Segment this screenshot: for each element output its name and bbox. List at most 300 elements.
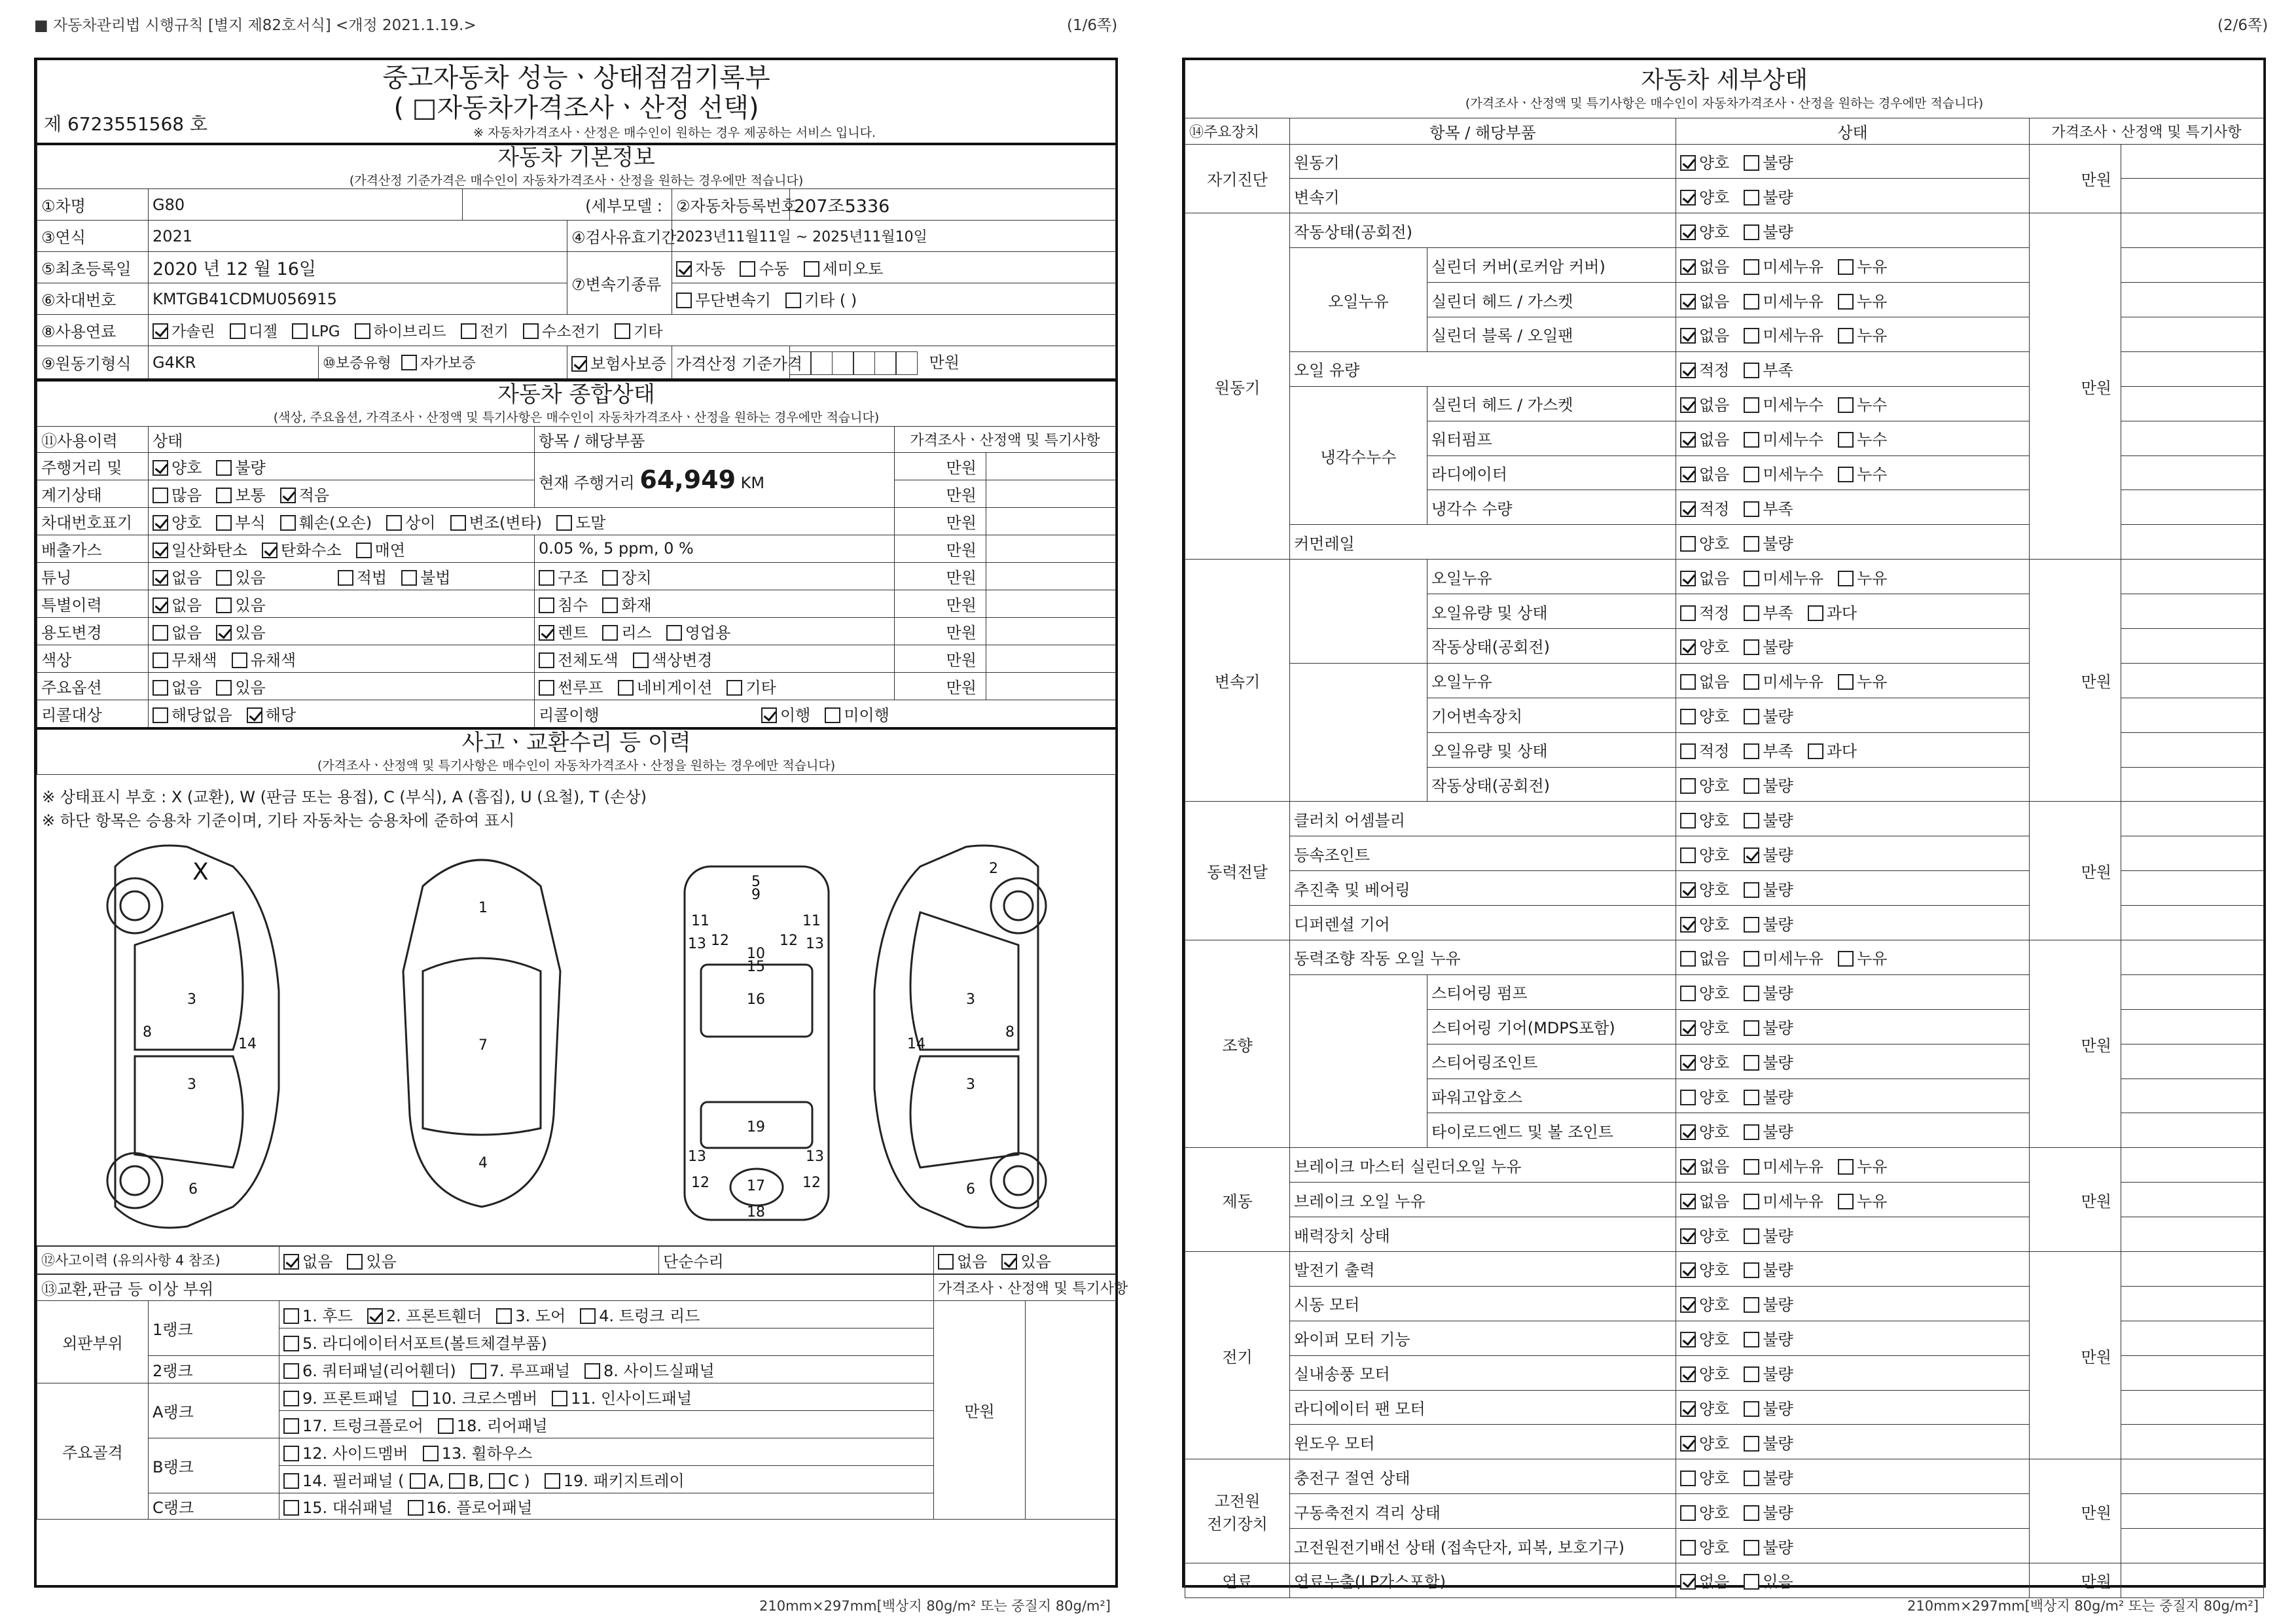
checkbox[interactable] xyxy=(1808,605,1823,621)
price-note-cell[interactable] xyxy=(2121,144,2264,179)
option-label: 미세누유 xyxy=(1763,950,1824,969)
checkbox[interactable] xyxy=(1680,571,1696,586)
checkbox[interactable] xyxy=(726,680,742,696)
checkbox-normal[interactable] xyxy=(216,488,232,503)
checkbox[interactable] xyxy=(1680,328,1696,344)
option-label: 양호 xyxy=(1699,1538,1730,1557)
opt-text: 없음 xyxy=(171,568,202,587)
checkbox[interactable] xyxy=(1680,432,1696,448)
checkbox[interactable] xyxy=(1744,778,1759,794)
label-exterior: 외판부위 xyxy=(37,1300,149,1383)
checkbox[interactable] xyxy=(1680,1540,1696,1556)
opt-text: 1. 후드 xyxy=(302,1306,353,1325)
checkbox[interactable] xyxy=(1744,432,1759,448)
option-label: 미세누수 xyxy=(1763,396,1824,415)
checkbox[interactable] xyxy=(1744,190,1759,205)
part-no: 14 xyxy=(238,1035,257,1052)
checkbox[interactable] xyxy=(1680,1297,1696,1313)
checkbox-fuel-gasoline[interactable] xyxy=(152,323,168,339)
checkbox[interactable] xyxy=(1680,1574,1696,1590)
checkbox[interactable] xyxy=(1744,1297,1759,1313)
car-frame-view xyxy=(685,866,829,1221)
checkbox[interactable] xyxy=(1744,1471,1759,1486)
price-note-cell[interactable] xyxy=(2121,1390,2264,1425)
group-label xyxy=(1290,663,1427,802)
checkbox[interactable] xyxy=(410,1473,425,1489)
price-note-cell[interactable] xyxy=(2121,906,2264,940)
checkbox[interactable] xyxy=(1680,674,1696,690)
checkbox[interactable] xyxy=(152,652,168,668)
price-note-cell[interactable] xyxy=(2121,525,2264,560)
checkbox[interactable] xyxy=(283,1391,299,1406)
price-note-cell[interactable] xyxy=(2121,490,2264,525)
checkbox-co[interactable] xyxy=(152,543,168,558)
price-note-cell[interactable] xyxy=(2121,386,2264,421)
item-label: 오일유량 및 상태 xyxy=(1427,732,1676,767)
option-label: 양호 xyxy=(1699,1400,1730,1418)
price-note-cell[interactable] xyxy=(2121,1355,2264,1390)
checkbox[interactable] xyxy=(283,1418,299,1434)
checkbox[interactable] xyxy=(423,1446,439,1461)
checkbox[interactable] xyxy=(1680,190,1696,205)
col-usage-history: ⑪사용이력 xyxy=(37,426,149,452)
opt-text: 미이행 xyxy=(844,705,889,724)
item-label: 워터펌프 xyxy=(1427,421,1676,455)
checkbox[interactable] xyxy=(1838,294,1854,310)
checkbox[interactable] xyxy=(1744,259,1759,275)
item-label: 파워고압호스 xyxy=(1427,1079,1676,1113)
checkbox[interactable] xyxy=(471,1363,486,1379)
checkbox[interactable] xyxy=(1744,294,1759,310)
status-options xyxy=(1676,1044,2030,1079)
checkbox[interactable] xyxy=(602,570,618,586)
checkbox[interactable] xyxy=(1744,1505,1759,1521)
checkbox[interactable] xyxy=(1680,1159,1696,1175)
checkbox[interactable] xyxy=(1808,743,1823,759)
price-note-cell[interactable] xyxy=(2121,594,2264,629)
price-box[interactable] xyxy=(832,351,854,375)
checkbox[interactable] xyxy=(1838,1159,1854,1175)
checkbox[interactable] xyxy=(556,515,572,531)
item-label: 실린더 커버(로커암 커버) xyxy=(1427,248,1676,283)
detail-table xyxy=(1185,60,2264,1598)
price-note-cell[interactable] xyxy=(2121,628,2264,663)
status-options xyxy=(1676,144,2030,179)
label-reg-number: ②자동차등록번호 xyxy=(672,189,790,221)
item-label: 브레이크 마스터 실린더오일 누유 xyxy=(1290,1148,1676,1183)
price-note-cell[interactable] xyxy=(2121,1252,2264,1287)
checkbox-trunk-lid[interactable] xyxy=(580,1308,596,1324)
checkbox[interactable] xyxy=(539,652,554,668)
checkbox-door[interactable] xyxy=(496,1308,512,1324)
section-status-subtitle: (색상, 주요옵션, 가격조사ㆍ산정액 및 특기사항은 매수인이 자동차가격조사ㆍ산정을 원하는 경우에만 적습니다) xyxy=(273,410,880,425)
checkbox[interactable] xyxy=(1680,1090,1696,1105)
checkbox[interactable] xyxy=(1680,1055,1696,1071)
price-note-cell[interactable] xyxy=(2121,698,2264,732)
checkbox[interactable] xyxy=(1838,328,1854,344)
checkbox[interactable] xyxy=(283,1446,299,1461)
checkbox[interactable] xyxy=(1744,951,1759,967)
checkbox[interactable] xyxy=(1744,467,1759,482)
checkbox-insurance-warranty[interactable] xyxy=(571,356,587,372)
checkbox[interactable] xyxy=(1680,639,1696,655)
checkbox[interactable] xyxy=(1838,951,1854,967)
price-box[interactable] xyxy=(853,351,875,375)
status-options xyxy=(1676,317,2030,351)
checkbox[interactable] xyxy=(152,515,168,531)
option-label: 없음 xyxy=(1699,1157,1730,1176)
option-label: 누유 xyxy=(1857,292,1888,311)
checkbox[interactable] xyxy=(1838,432,1854,448)
checkbox[interactable] xyxy=(1680,536,1696,552)
checkbox[interactable] xyxy=(1838,674,1854,690)
checkbox[interactable] xyxy=(1744,1262,1759,1278)
checkbox[interactable] xyxy=(1744,1436,1759,1452)
price-box[interactable] xyxy=(810,351,833,375)
checkbox[interactable] xyxy=(1680,397,1696,413)
checkbox[interactable] xyxy=(1744,1020,1759,1036)
item-label: 라디에이터 xyxy=(1427,455,1676,490)
legend-codes: ※ 상태표시 부호 : X (교환), W (판금 또는 용접), C (부식), A (흠집), U (요철), T (손상) xyxy=(42,787,647,806)
checkbox[interactable] xyxy=(216,625,232,641)
status-options xyxy=(1676,525,2030,560)
checkbox[interactable] xyxy=(216,570,232,586)
checkbox[interactable] xyxy=(1680,951,1696,967)
label-year: ③연식 xyxy=(37,221,149,252)
checkbox[interactable] xyxy=(216,515,232,531)
checkbox-many[interactable] xyxy=(152,488,168,503)
checkbox[interactable] xyxy=(1744,674,1759,690)
checkbox[interactable] xyxy=(618,680,634,696)
checkbox[interactable] xyxy=(1680,363,1696,378)
status-options xyxy=(1676,455,2030,490)
checkbox[interactable] xyxy=(408,1500,423,1516)
checkbox[interactable] xyxy=(1744,1055,1759,1071)
checkbox-accident-none[interactable] xyxy=(283,1254,299,1270)
checkbox[interactable] xyxy=(152,707,168,723)
checkbox-front-fender[interactable] xyxy=(367,1308,383,1324)
checkbox[interactable] xyxy=(633,652,649,668)
price-note-cell[interactable] xyxy=(2121,560,2264,594)
opt-text: 18. 리어패널 xyxy=(456,1416,548,1435)
checkbox[interactable] xyxy=(247,707,262,723)
checkbox[interactable] xyxy=(1744,1228,1759,1244)
price-note-cell[interactable] xyxy=(2121,1217,2264,1252)
checkbox[interactable] xyxy=(1838,571,1854,586)
checkbox[interactable] xyxy=(283,1473,299,1489)
row-gauge-label: 계기상태 xyxy=(37,480,149,507)
checkbox[interactable] xyxy=(1744,605,1759,621)
checkbox-fuel-hydrogen[interactable] xyxy=(523,323,539,339)
checkbox[interactable] xyxy=(338,570,353,586)
price-note-cell[interactable] xyxy=(2121,283,2264,317)
checkbox[interactable] xyxy=(1680,709,1696,724)
checkbox-semi[interactable] xyxy=(804,261,819,277)
price-note-cell[interactable] xyxy=(2121,1148,2264,1183)
checkbox[interactable] xyxy=(1680,467,1696,482)
checkbox[interactable] xyxy=(825,707,840,723)
checkbox[interactable] xyxy=(1744,155,1759,171)
price-note-cell[interactable] xyxy=(2121,1425,2264,1459)
checkbox[interactable] xyxy=(1680,1332,1696,1347)
checkbox[interactable] xyxy=(450,515,466,531)
option-label: 불량 xyxy=(1763,880,1793,899)
status-options xyxy=(1676,906,2030,940)
checkbox[interactable] xyxy=(1744,536,1759,552)
checkbox[interactable] xyxy=(152,680,168,696)
checkbox[interactable] xyxy=(1744,1194,1759,1209)
checkbox[interactable] xyxy=(1680,847,1696,863)
checkbox[interactable] xyxy=(1680,986,1696,1001)
price-note-cell[interactable] xyxy=(2121,455,2264,490)
checkbox-auto[interactable] xyxy=(676,261,692,277)
checkbox[interactable] xyxy=(1680,259,1696,275)
option-label: 누유 xyxy=(1857,257,1888,276)
part-no: 13 xyxy=(688,1148,706,1165)
item-label: 오일유량 및 상태 xyxy=(1427,594,1676,629)
item-label: 브레이크 오일 누유 xyxy=(1290,1183,1676,1217)
checkbox[interactable] xyxy=(539,680,554,696)
checkbox[interactable] xyxy=(1744,917,1759,933)
checkbox[interactable] xyxy=(1744,709,1759,724)
price-note-cell[interactable] xyxy=(2121,940,2264,974)
price-note-cell[interactable] xyxy=(2121,1459,2264,1494)
checkbox[interactable] xyxy=(1680,743,1696,759)
checkbox-manual[interactable] xyxy=(740,261,755,277)
price-note-cell[interactable] xyxy=(2121,1494,2264,1529)
price-note-cell[interactable] xyxy=(2121,1563,2264,1598)
checkbox[interactable] xyxy=(152,597,168,613)
checkbox-self-warranty[interactable] xyxy=(401,355,417,370)
form-frame xyxy=(34,58,1128,1588)
option-label: 불량 xyxy=(1763,1503,1793,1522)
checkbox[interactable] xyxy=(280,515,296,531)
checkbox[interactable] xyxy=(1744,1574,1759,1590)
option-label: 누유 xyxy=(1857,673,1888,692)
status-options xyxy=(1676,1217,2030,1252)
label-first-reg: ⑤최초등록일 xyxy=(37,252,149,283)
checkbox[interactable] xyxy=(539,570,554,586)
checkbox[interactable] xyxy=(545,1473,560,1489)
checkbox[interactable] xyxy=(1680,1228,1696,1244)
price-note-cell[interactable] xyxy=(2121,213,2264,248)
price-note-cell[interactable] xyxy=(2121,767,2264,802)
checkbox-simple-yes[interactable] xyxy=(1001,1254,1017,1270)
price-note-cell[interactable] xyxy=(2121,1183,2264,1217)
checkbox[interactable] xyxy=(1680,1366,1696,1382)
checkbox[interactable] xyxy=(1744,1124,1759,1140)
price-note-cell[interactable] xyxy=(2121,871,2264,906)
checkbox[interactable] xyxy=(1744,363,1759,378)
price-note-cell[interactable] xyxy=(2121,663,2264,698)
option-label: 불량 xyxy=(1763,223,1793,241)
checkbox[interactable] xyxy=(1680,155,1696,171)
checkbox[interactable] xyxy=(1744,224,1759,240)
checkbox[interactable] xyxy=(1680,1262,1696,1278)
status-options xyxy=(1676,663,2030,698)
price-note-cell[interactable] xyxy=(2121,179,2264,213)
row-tuning: 튜닝 xyxy=(37,562,149,590)
price-box[interactable] xyxy=(895,351,918,375)
checkbox-mileage-good[interactable] xyxy=(152,460,168,476)
checkbox-mileage-bad[interactable] xyxy=(216,460,232,476)
checkbox[interactable] xyxy=(1838,259,1854,275)
checkbox[interactable] xyxy=(1744,1332,1759,1347)
checkbox[interactable] xyxy=(1744,501,1759,517)
price-note-cell[interactable] xyxy=(2121,974,2264,1009)
checkbox[interactable] xyxy=(1744,639,1759,655)
row-use-change: 용도변경 xyxy=(37,617,149,645)
checkbox-fuel-diesel[interactable] xyxy=(230,323,245,339)
price-note-cell[interactable] xyxy=(2121,1113,2264,1148)
checkbox[interactable] xyxy=(1680,501,1696,517)
checkbox[interactable] xyxy=(1680,1505,1696,1521)
checkbox[interactable] xyxy=(602,625,618,641)
checkbox[interactable] xyxy=(1744,813,1759,829)
opt-text: 불법 xyxy=(420,568,451,587)
price-note-cell[interactable] xyxy=(2121,732,2264,767)
status-options xyxy=(1676,871,2030,906)
opt-text: 16. 플로어패널 xyxy=(426,1498,533,1517)
checkbox[interactable] xyxy=(1744,1366,1759,1382)
checkbox-rent[interactable] xyxy=(539,625,554,641)
price-note-cell[interactable] xyxy=(2121,1321,2264,1355)
category-label: 동력전달 xyxy=(1185,802,1290,940)
option-label: 미세누유 xyxy=(1763,569,1824,588)
checkbox[interactable] xyxy=(1744,1540,1759,1556)
checkbox[interactable] xyxy=(1680,1124,1696,1140)
checkbox-few[interactable] xyxy=(280,488,296,503)
item-label: 고전원전기배선 상태 (접속단자, 피복, 보호기구) xyxy=(1290,1529,1676,1563)
checkbox[interactable] xyxy=(489,1473,505,1489)
price-box[interactable] xyxy=(874,351,897,375)
checkbox[interactable] xyxy=(1680,1436,1696,1452)
checkbox[interactable] xyxy=(1744,847,1759,863)
checkbox[interactable] xyxy=(283,1336,299,1351)
item-label: 실린더 블록 / 오일팬 xyxy=(1427,317,1676,351)
price-note-cell[interactable] xyxy=(2121,1529,2264,1563)
checkbox[interactable] xyxy=(761,707,777,723)
checkbox[interactable] xyxy=(412,1391,428,1406)
checkbox[interactable] xyxy=(584,1363,600,1379)
price-note-cell[interactable] xyxy=(2121,248,2264,283)
checkbox[interactable] xyxy=(1744,1401,1759,1417)
checkbox[interactable] xyxy=(1680,917,1696,933)
checkbox[interactable] xyxy=(1838,397,1854,413)
checkbox[interactable] xyxy=(1744,571,1759,586)
checkbox[interactable] xyxy=(1680,1471,1696,1486)
price-box[interactable] xyxy=(789,351,812,375)
checkbox[interactable] xyxy=(1744,986,1759,1001)
col-item: 항목 / 해당부품 xyxy=(535,426,895,452)
checkbox-cvt[interactable] xyxy=(676,293,692,308)
value-first-reg: 2020 년 12 월 16일 xyxy=(149,252,567,283)
checkbox-accident-yes[interactable] xyxy=(347,1254,363,1270)
checkbox[interactable] xyxy=(152,570,168,586)
checkbox[interactable] xyxy=(1744,1090,1759,1105)
checkbox[interactable] xyxy=(1680,813,1696,829)
checkbox[interactable] xyxy=(386,515,402,531)
checkbox[interactable] xyxy=(539,597,554,613)
option-label: 불량 xyxy=(1763,1019,1793,1038)
checkbox[interactable] xyxy=(1680,1194,1696,1209)
item-label: 클러치 어셈블리 xyxy=(1290,802,1676,836)
part-no: 13 xyxy=(806,1148,824,1165)
item-label: 커먼레일 xyxy=(1290,525,1676,560)
checkbox[interactable] xyxy=(1680,1401,1696,1417)
checkbox[interactable] xyxy=(1744,1159,1759,1175)
checkbox[interactable] xyxy=(1838,467,1854,482)
price-note-cell[interactable] xyxy=(2121,802,2264,836)
checkbox[interactable] xyxy=(552,1391,567,1406)
item-label: 실내송풍 모터 xyxy=(1290,1355,1676,1390)
checkbox[interactable] xyxy=(602,597,618,613)
checkbox-fuel-lpg[interactable] xyxy=(292,323,308,339)
checkbox[interactable] xyxy=(401,570,417,586)
checkbox-smoke[interactable] xyxy=(356,543,372,558)
checkbox[interactable] xyxy=(1744,882,1759,898)
checkbox[interactable] xyxy=(152,625,168,641)
checkbox[interactable] xyxy=(216,597,232,613)
checkbox[interactable] xyxy=(283,1363,299,1379)
checkbox-hood[interactable] xyxy=(283,1308,299,1324)
checkbox-fuel-hybrid[interactable] xyxy=(355,323,370,339)
checkbox[interactable] xyxy=(1680,294,1696,310)
price-note-cell[interactable] xyxy=(2121,421,2264,455)
section-accident-title: 사고ㆍ교환수리 등 이력 xyxy=(461,729,691,756)
checkbox[interactable] xyxy=(283,1500,299,1516)
price-note-cell[interactable] xyxy=(2121,1044,2264,1079)
value-mileage: 64,949 xyxy=(639,465,736,495)
checkbox-trans-etc[interactable] xyxy=(785,293,801,308)
checkbox[interactable] xyxy=(438,1418,454,1434)
option-label: 없음 xyxy=(1699,257,1730,276)
price-note-cell[interactable] xyxy=(2121,317,2264,351)
part-no: 6 xyxy=(966,1181,975,1198)
checkbox[interactable] xyxy=(666,625,682,641)
checkbox[interactable] xyxy=(1680,605,1696,621)
opt-text: B, xyxy=(468,1471,484,1490)
item-label: 타이로드엔드 및 볼 조인트 xyxy=(1427,1113,1676,1148)
checkbox-simple-none[interactable] xyxy=(938,1254,954,1270)
checkbox[interactable] xyxy=(216,680,232,696)
price-note-cell[interactable] xyxy=(2121,836,2264,871)
checkbox[interactable] xyxy=(1744,397,1759,413)
checkbox-fuel-ev[interactable] xyxy=(461,323,476,339)
status-options xyxy=(1676,628,2030,663)
price-note-cell[interactable] xyxy=(2121,1286,2264,1321)
item-label: 라디에이터 팬 모터 xyxy=(1290,1390,1676,1425)
page-number: (1/6쪽) xyxy=(1067,17,1118,34)
checkbox[interactable] xyxy=(232,652,247,668)
form-title: 중고자동차 성능ㆍ상태점검기록부 xyxy=(382,62,770,93)
opt-text: 리스 xyxy=(621,623,652,642)
checkbox-hc[interactable] xyxy=(262,543,278,558)
checkbox[interactable] xyxy=(1744,743,1759,759)
part-no: 10 xyxy=(747,945,765,962)
checkbox[interactable] xyxy=(1680,224,1696,240)
price-note-cell[interactable] xyxy=(2121,1079,2264,1113)
checkbox[interactable] xyxy=(449,1473,465,1489)
checkbox[interactable] xyxy=(1680,778,1696,794)
price-note-cell[interactable] xyxy=(2121,1009,2264,1044)
checkbox[interactable] xyxy=(1838,1194,1854,1209)
checkbox-fuel-etc[interactable] xyxy=(615,323,630,339)
checkbox[interactable] xyxy=(1744,328,1759,344)
checkbox[interactable] xyxy=(1680,882,1696,898)
price-note-cell[interactable] xyxy=(2121,351,2264,386)
checkbox[interactable] xyxy=(1680,1020,1696,1036)
